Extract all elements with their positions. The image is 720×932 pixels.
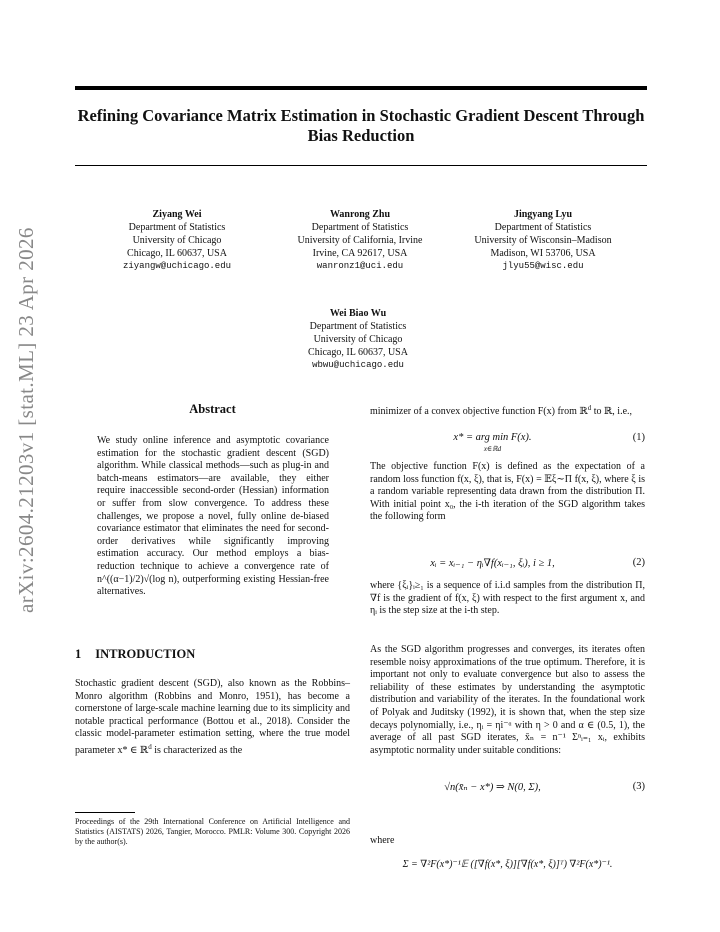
author-inst: University of Wisconsin–Madison bbox=[474, 235, 612, 246]
author-dept: Department of Statistics bbox=[309, 321, 407, 332]
right-superscript: d bbox=[587, 404, 592, 412]
author-loc: Chicago, IL 60637, USA bbox=[127, 248, 227, 259]
right-paragraph-4: As the SGD algorithm progresses and converges, its iterates often resemble noisy approximations of the true optimum. Therefore, it is important not only to evaluate convergence but also to assess the reliability of these estimates by understanding the asymptotic distribution and variability of the iterates. In the foundational work of Polyak and Juditsky (1992), it is shown that, when the step size decays polynomially, i.e., ηᵢ = ηi⁻ᵅ with η > 0 and α ∈ (0.5, 1), the average of all past SGD iterates, x̄ₙ = n⁻¹ Σⁿᵢ₌₁ xᵢ, exhibits asymptotic normality under suitable conditions: bbox=[370, 644, 645, 756]
intro-paragraph bbox=[75, 678, 350, 758]
abstract-body bbox=[97, 435, 329, 599]
author-name: Jingyang Lyu bbox=[513, 209, 573, 220]
author-inst: University of Chicago bbox=[132, 235, 222, 246]
arxiv-identifier: arXiv:2604.21203v1 [stat.ML] 23 Apr 2026 bbox=[14, 227, 38, 613]
author-email[interactable]: ziyangw@uchicago.edu bbox=[122, 261, 232, 271]
right-paragraph-1 bbox=[370, 402, 645, 419]
equation-3-number: (3) bbox=[632, 781, 645, 792]
footnote: Proceedings of the 29th International Conference on Artificial Intelligence and Statistics (AISTATS) 2026, Tangier, Morocco. PMLR: Volume 300. Copyright 2026 by the author(s). bbox=[75, 817, 350, 846]
author-dept: Department of Statistics bbox=[128, 222, 226, 233]
right-text: minimizer of a convex objective function F(x) from ℝ bbox=[370, 406, 588, 417]
author-block bbox=[260, 208, 460, 273]
equation-4-body: Σ = ∇²F(x*)⁻¹𝔼 ([∇f(x*, ξ)][∇f(x*, ξ)]ᵀ) ∇²F(x*)⁻¹. bbox=[402, 859, 613, 870]
section-heading bbox=[75, 647, 195, 662]
author-name: Wei Biao Wu bbox=[329, 308, 387, 319]
equation-1-number: (1) bbox=[632, 432, 645, 443]
equation-2-body: xᵢ = xᵢ₋₁ − ηᵢ∇f(xᵢ₋₁, ξᵢ), i ≥ 1, bbox=[430, 558, 555, 569]
title-top-rule bbox=[75, 86, 647, 90]
author-block bbox=[258, 307, 458, 372]
equation-1-body: x* = arg min F(x). bbox=[453, 432, 532, 443]
right-text: to ℝ, i.e., bbox=[593, 406, 633, 417]
author-loc: Madison, WI 53706, USA bbox=[490, 248, 596, 259]
author-email[interactable]: wanronz1@uci.edu bbox=[316, 261, 404, 271]
equation-3-body: √n(x̄ₙ − x*) ⇒ N(0, Σ), bbox=[444, 782, 541, 793]
right-paragraph-2: The objective function F(x) is defined as the expectation of a random loss function f(x, ξ), that is, F(x) = 𝔼ξ∼Π f(x, ξ), where ξ is a random variable representing data drawn from the distribution Π. With initial point x₀, the i-th iteration of the SGD algorithm takes the following form bbox=[370, 461, 645, 523]
footnote-rule bbox=[75, 812, 135, 813]
author-name: Wanrong Zhu bbox=[329, 209, 391, 220]
author-inst: University of Chicago bbox=[313, 334, 403, 345]
section-number: 1 bbox=[75, 647, 82, 661]
equation-2 bbox=[370, 557, 645, 573]
equation-2-number: (2) bbox=[632, 557, 645, 568]
intro-text: Stochastic gradient descent (SGD), also known as the Robbins–Monro algorithm (Robbins and Monro, 1951), has become a cornerstone of large-scale machine learning due to its simplicity and notable practical performance (Bottou et al., 2018). Consider the classic model-parameter estimation setting, where the true model parameter x* ∈ ℝ bbox=[75, 678, 350, 756]
author-block bbox=[443, 208, 643, 273]
abstract-text: We study online inference and asymptotic covariance estimation for the stochastic gradient descent (SGD) algorithm. While classical methods—such as plug-in and batch-means estimators—are available, they either require inaccessible second-order (Hessian) information or suffer from slow convergence. To address these challenges, we propose a novel, fully online de-biased covariance estimator that eliminates the need for second-order derivatives while significantly improving estimation accuracy. Our method employs a bias-reduction technique to achieve a convergence rate of bbox=[97, 435, 329, 572]
intro-superscript: d bbox=[148, 742, 152, 751]
author-name: Ziyang Wei bbox=[152, 209, 202, 220]
author-block bbox=[77, 208, 277, 273]
intro-text-end: is characterized as the bbox=[151, 744, 243, 756]
right-paragraph-3: where {ξᵢ}ᵢ≥₁ is a sequence of i.i.d samples from the distribution Π, ∇f is the gradient of f(x, ξ) with respect to the first argument x, and ηᵢ is the step size at the i-th step. bbox=[370, 580, 645, 617]
equation-3 bbox=[370, 781, 645, 797]
section-title: INTRODUCTION bbox=[95, 647, 196, 661]
author-loc: Chicago, IL 60637, USA bbox=[308, 347, 408, 358]
author-loc: Irvine, CA 92617, USA bbox=[312, 248, 408, 259]
abstract-heading: Abstract bbox=[189, 402, 236, 416]
equation-1-subscript: x∈ℝd bbox=[483, 445, 502, 453]
equation-1 bbox=[370, 432, 645, 458]
author-inst: University of California, Irvine bbox=[297, 235, 423, 246]
paper-title: Refining Covariance Matrix Estimation in Stochastic Gradient Descent Through Bias Reduction bbox=[77, 106, 645, 145]
author-email[interactable]: jlyu55@wisc.edu bbox=[502, 261, 584, 271]
abstract-text-end: , outperforming existing Hessian-free alternatives. bbox=[97, 573, 329, 598]
author-dept: Department of Statistics bbox=[494, 222, 592, 233]
equation-4 bbox=[370, 859, 645, 875]
author-email[interactable]: wbwu@uchicago.edu bbox=[312, 360, 404, 370]
right-paragraph-5: where bbox=[370, 835, 395, 846]
author-dept: Department of Statistics bbox=[311, 222, 409, 233]
abstract-rate: n^((α−1)/2)√(log n) bbox=[97, 573, 177, 585]
title-bottom-rule bbox=[75, 165, 647, 166]
